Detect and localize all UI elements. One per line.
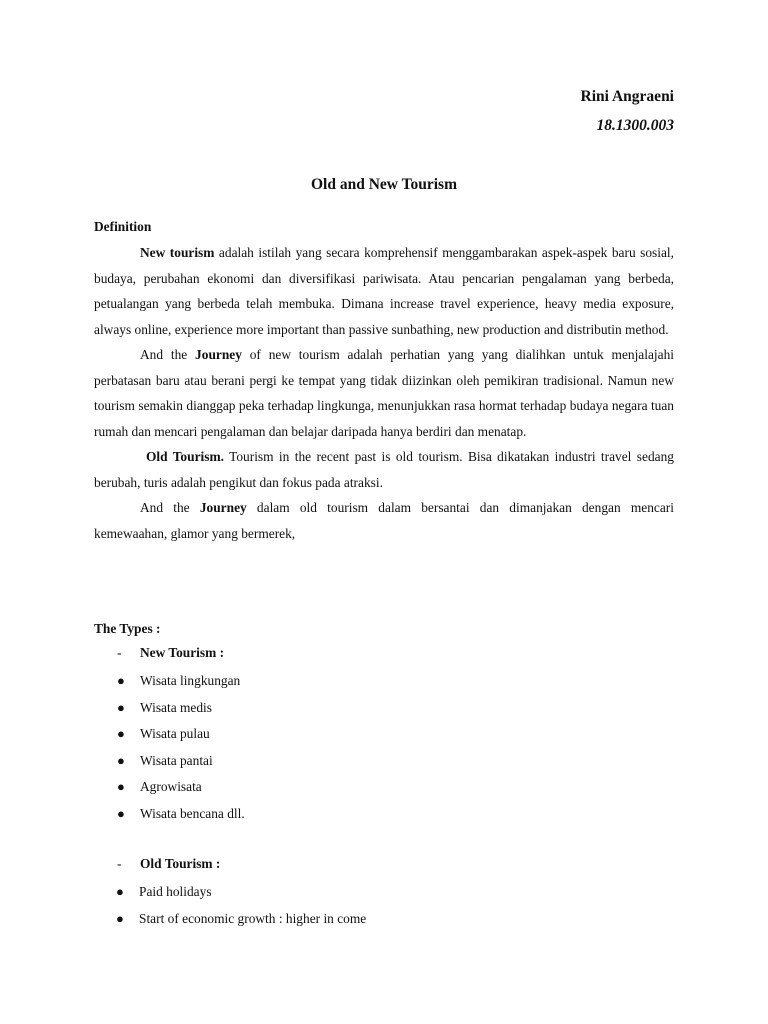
paragraph-old-tourism	[94, 444, 674, 495]
paragraph-old-journey	[94, 495, 674, 546]
list-item-text: Start of economic growth : higher in come	[139, 910, 367, 926]
paragraph-new-journey	[94, 342, 674, 444]
list-item-text: Wisata bencana dll.	[140, 805, 245, 821]
list-item	[117, 777, 245, 804]
list-item	[117, 724, 245, 751]
list-item	[117, 751, 245, 778]
old-tourism-label: Old Tourism :	[140, 856, 221, 871]
bullet-icon: ●	[117, 726, 125, 741]
old-tourism-heading	[117, 856, 220, 872]
list-item	[117, 804, 245, 831]
paragraph-text: dalam old tourism dalam bersantai dan dimanjakan dengan mencari kemewaahan, glamor yang bermerek,	[94, 500, 674, 541]
dash-marker: -	[117, 856, 122, 871]
definition-heading: Definition	[94, 219, 152, 234]
paragraph-new-tourism	[94, 240, 674, 342]
list-item-text: Wisata lingkungan	[140, 673, 241, 688]
document-title: Old and New Tourism	[310, 176, 457, 193]
bullet-icon: ●	[117, 699, 125, 715]
paragraph-text: adalah istilah yang secara komprehensif menggambarakan aspek-aspek baru sosial, budaya, perubahan ekonomi dan diversifikasi pariwisata. Atau pencarian pengalaman yang berbeda, petualangan yang berbeda telah membuka. Dimana increase travel experience, heavy media exposure, always online, experience more important than passive sunbathing, new production and distributin method.	[94, 245, 674, 337]
new-tourism-heading	[117, 645, 224, 661]
types-heading: The Types :	[94, 621, 161, 636]
new-tourism-label: New Tourism :	[140, 645, 225, 660]
paragraph-text: Tourism in the recent past is old tourism. Bisa dikatakan industri travel sedang berubah, turis adalah pengikut dan fokus pada atraksi.	[94, 449, 674, 490]
paragraph-prefix: And the	[140, 347, 196, 362]
bullet-icon: ●	[117, 673, 125, 688]
bullet-icon: ●	[116, 910, 124, 926]
bullet-icon: ●	[117, 805, 125, 821]
bullet-icon: ●	[117, 779, 125, 794]
list-item-text: Wisata pulau	[140, 726, 210, 741]
new-tourism-list	[117, 671, 245, 830]
list-item-text: Wisata pantai	[140, 752, 213, 768]
term-old-tourism: Old Tourism.	[146, 449, 224, 464]
term-journey: Journey	[195, 347, 242, 362]
bullet-icon: ●	[117, 752, 125, 768]
term-journey: Journey	[199, 500, 247, 515]
list-item-text: Wisata medis	[140, 699, 212, 715]
paragraph-text: of new tourism adalah perhatian yang yang dialihkan untuk menjalajahi perbatasan baru atau berani pergi ke tempat yang tidak diizinkan oleh pemikiran tradisional. Namun new tourism semakin dianggap peka terhadap lingkunga, menunjukkan rasa hormat terhadap budaya negara tuan rumah dan mencari pengalaman dan belajar daripada hanya berdiri dan menatap.	[94, 347, 674, 439]
definition-body	[94, 240, 674, 546]
paragraph-prefix: And the	[140, 500, 200, 515]
list-item	[117, 698, 245, 725]
list-item-text: Agrowisata	[140, 779, 202, 794]
old-tourism-list	[116, 882, 367, 935]
author-name: Rini Angraeni	[580, 88, 674, 105]
student-id: 18.1300.003	[596, 117, 674, 134]
list-item	[117, 671, 245, 698]
list-item	[116, 882, 366, 909]
list-item	[116, 909, 367, 936]
term-new-tourism: New tourism	[140, 245, 215, 260]
bullet-icon: ●	[116, 884, 124, 899]
list-item-text: Paid holidays	[139, 884, 212, 899]
dash-marker: -	[117, 645, 122, 660]
